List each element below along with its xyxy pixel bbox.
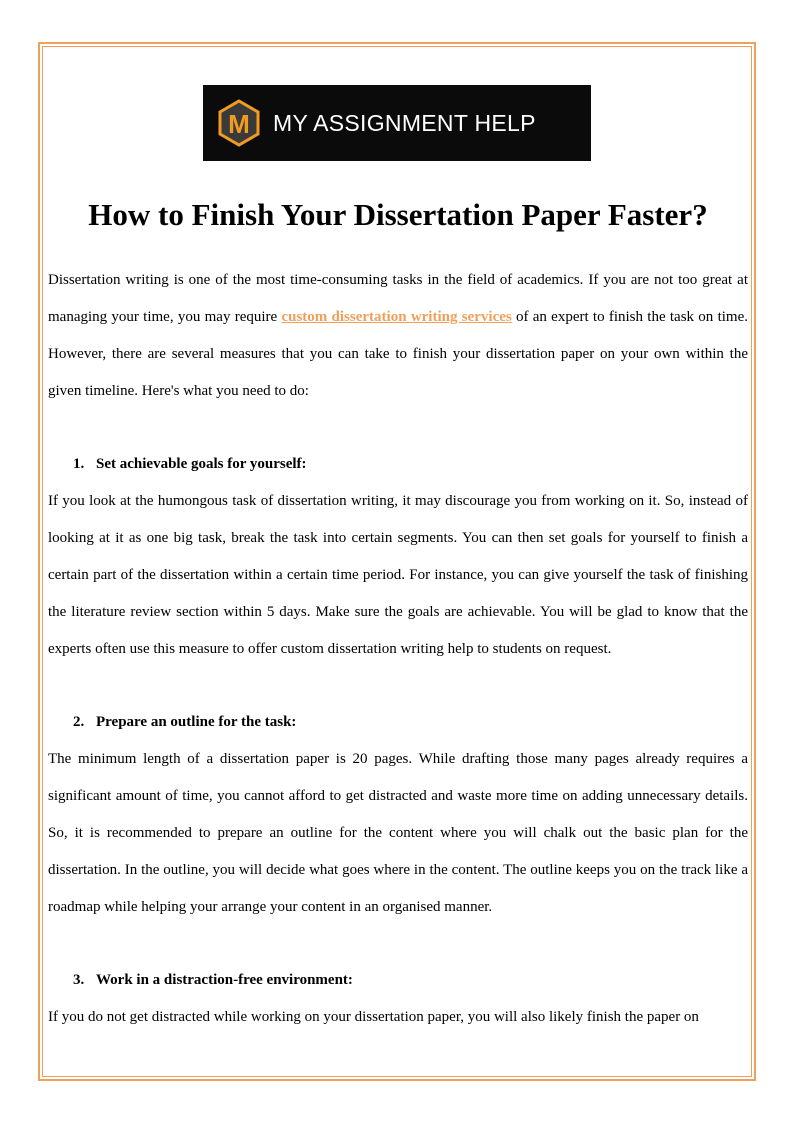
intro-paragraph bbox=[48, 262, 748, 410]
section-body-3: If you do not get distracted while working on your dissertation paper, you will also likely finish the paper on bbox=[48, 1009, 699, 1025]
section-number-3: 3. bbox=[73, 972, 85, 988]
article-body bbox=[48, 262, 748, 1036]
hexagon-logo-icon bbox=[217, 99, 261, 147]
section-heading-text-3: Work in a distraction-free environment: bbox=[96, 972, 353, 988]
brand-logo[interactable] bbox=[203, 85, 591, 161]
section-heading-text-2: Prepare an outline for the task: bbox=[96, 714, 297, 730]
section-heading-3 bbox=[48, 962, 748, 999]
intro-text-end: of an expert to finish the task on time. However, there are several measures that you can take to finish your dissertation paper on your own within the given timeline. Here's what you need to do: bbox=[48, 309, 748, 399]
section-heading-1 bbox=[48, 446, 748, 483]
logo-letter: M bbox=[228, 109, 250, 139]
logo-text: MY ASSIGNMENT HELP bbox=[273, 109, 536, 136]
intro-text-start: Dissertation writing is one of the most time-consuming tasks in the field of academics. If you are not too great at managing your time, you may require bbox=[48, 272, 748, 325]
page-title: How to Finish Your Dissertation Paper Faster? bbox=[88, 197, 708, 232]
section-heading-2 bbox=[48, 704, 748, 741]
dissertation-services-link[interactable]: custom dissertation writing services bbox=[281, 309, 512, 325]
section-number-2: 2. bbox=[73, 714, 85, 730]
section-heading-text-1: Set achievable goals for yourself: bbox=[96, 456, 307, 472]
section-body-2: The minimum length of a dissertation paper is 20 pages. While drafting those many pages already requires a significant amount of time, you cannot afford to get distracted and waste more time on adding unnecessary details. So, it is recommended to prepare an outline for the content where you will chalk out the basic plan for the dissertation. In the outline, you will decide what goes where in the content. The outline keeps you on the track like a roadmap while helping your arrange your content in an organised manner. bbox=[48, 751, 748, 915]
section-body-1: If you look at the humongous task of dissertation writing, it may discourage you from working on it. So, instead of looking at it as one big task, break the task into certain segments. You can then set goals for yourself to finish a certain part of the dissertation within a certain time period. For instance, you can give yourself the task of finishing the literature review section within 5 days. Make sure the goals are achievable. You will be glad to know that the experts often use this measure to offer custom dissertation writing help to students on request. bbox=[48, 493, 748, 657]
section-number-1: 1. bbox=[73, 456, 85, 472]
